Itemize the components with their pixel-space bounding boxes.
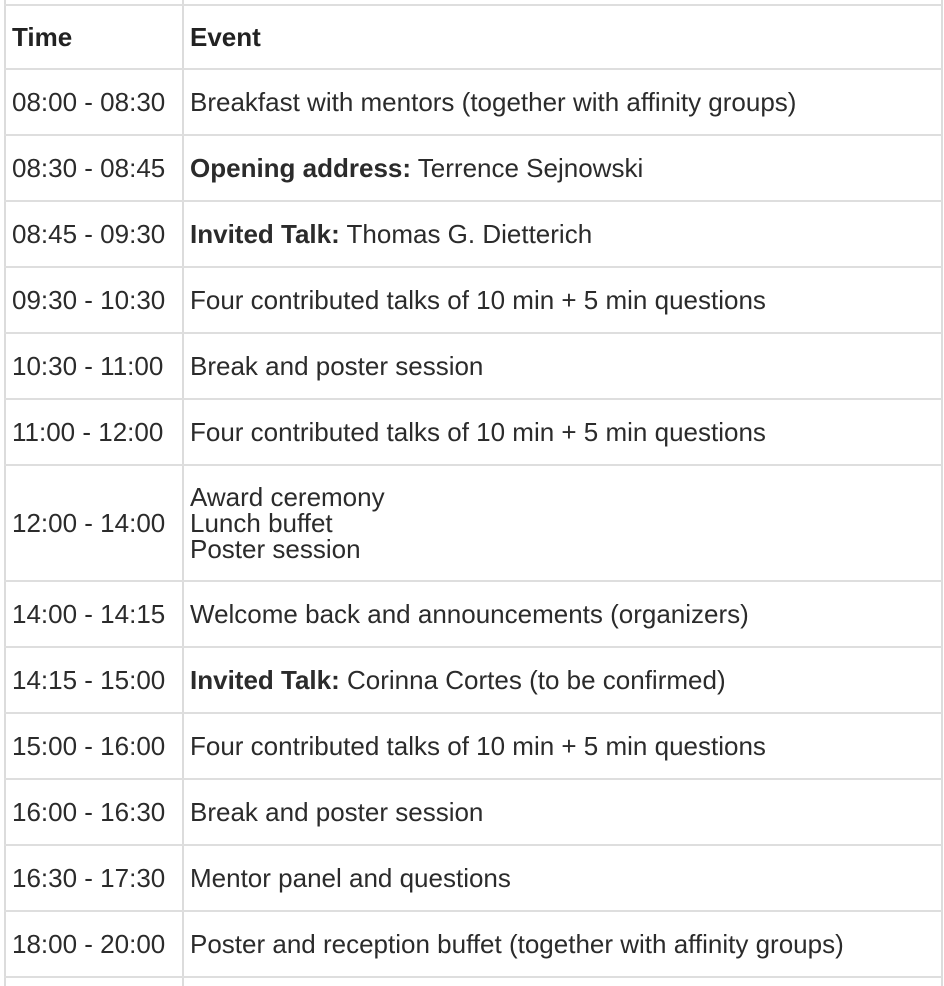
time-cell: 09:30 - 10:30 — [12, 285, 166, 315]
event-cell — [182, 267, 942, 333]
table-row — [4, 333, 942, 399]
event-text: Four contributed talks of 10 min + 5 min questions — [190, 731, 766, 761]
event-line: Poster session — [190, 534, 361, 564]
table-header-row — [4, 5, 942, 69]
event-cell — [182, 911, 942, 977]
time-cell: 10:30 - 11:00 — [12, 351, 164, 381]
table-row — [4, 69, 942, 135]
table-row — [4, 845, 942, 911]
time-cell: 11:00 - 12:00 — [12, 417, 164, 447]
event-lead: Invited Talk: — [190, 665, 340, 695]
time-cell: 16:00 - 16:30 — [12, 797, 166, 827]
event-text: Breakfast with mentors (together with affinity groups) — [190, 87, 797, 117]
table-row — [4, 647, 942, 713]
table-row — [4, 267, 942, 333]
table-row — [4, 713, 942, 779]
event-text: Corinna Cortes (to be confirmed) — [339, 665, 726, 695]
event-cell — [182, 581, 942, 647]
event-text: Break and poster session — [190, 797, 484, 827]
event-lead: Opening address: — [190, 153, 412, 183]
event-line: Lunch buffet — [190, 508, 333, 538]
column-header-event: Event — [190, 22, 261, 52]
time-cell: 08:30 - 08:45 — [12, 153, 166, 183]
time-cell: 14:15 - 15:00 — [12, 665, 166, 695]
event-text: Terrence Sejnowski — [411, 153, 644, 183]
event-cell — [182, 845, 942, 911]
time-cell: 15:00 - 16:00 — [12, 731, 166, 761]
time-cell: 12:00 - 14:00 — [12, 508, 166, 538]
table-row — [4, 581, 942, 647]
table-row — [4, 399, 942, 465]
time-cell: 14:00 - 14:15 — [12, 599, 166, 629]
event-text: Poster and reception buffet (together with affinity groups) — [190, 929, 844, 959]
event-line: Award ceremony — [190, 482, 385, 512]
event-cell — [182, 69, 942, 135]
table-row — [4, 779, 942, 845]
event-lead: Invited Talk: — [190, 219, 340, 249]
event-cell — [182, 465, 942, 581]
event-cell — [182, 201, 942, 267]
time-cell: 08:00 - 08:30 — [12, 87, 166, 117]
table-row — [4, 135, 942, 201]
event-cell — [182, 647, 942, 713]
table-row — [4, 201, 942, 267]
event-cell — [182, 135, 942, 201]
event-text: Break and poster session — [190, 351, 484, 381]
column-header-time: Time — [12, 22, 73, 52]
time-cell: 08:45 - 09:30 — [12, 219, 166, 249]
event-cell — [182, 399, 942, 465]
event-text: Thomas G. Dietterich — [339, 219, 593, 249]
event-cell — [182, 713, 942, 779]
event-cell — [182, 333, 942, 399]
event-text: Four contributed talks of 10 min + 5 min questions — [190, 417, 766, 447]
event-text: Four contributed talks of 10 min + 5 min questions — [190, 285, 766, 315]
time-cell: 16:30 - 17:30 — [12, 863, 166, 893]
time-cell: 18:00 - 20:00 — [12, 929, 166, 959]
event-cell — [182, 779, 942, 845]
event-text: Welcome back and announcements (organizers) — [190, 599, 749, 629]
event-text: Mentor panel and questions — [190, 863, 511, 893]
table-row — [4, 911, 942, 977]
schedule-table — [4, 4, 942, 978]
table-row — [4, 465, 942, 581]
